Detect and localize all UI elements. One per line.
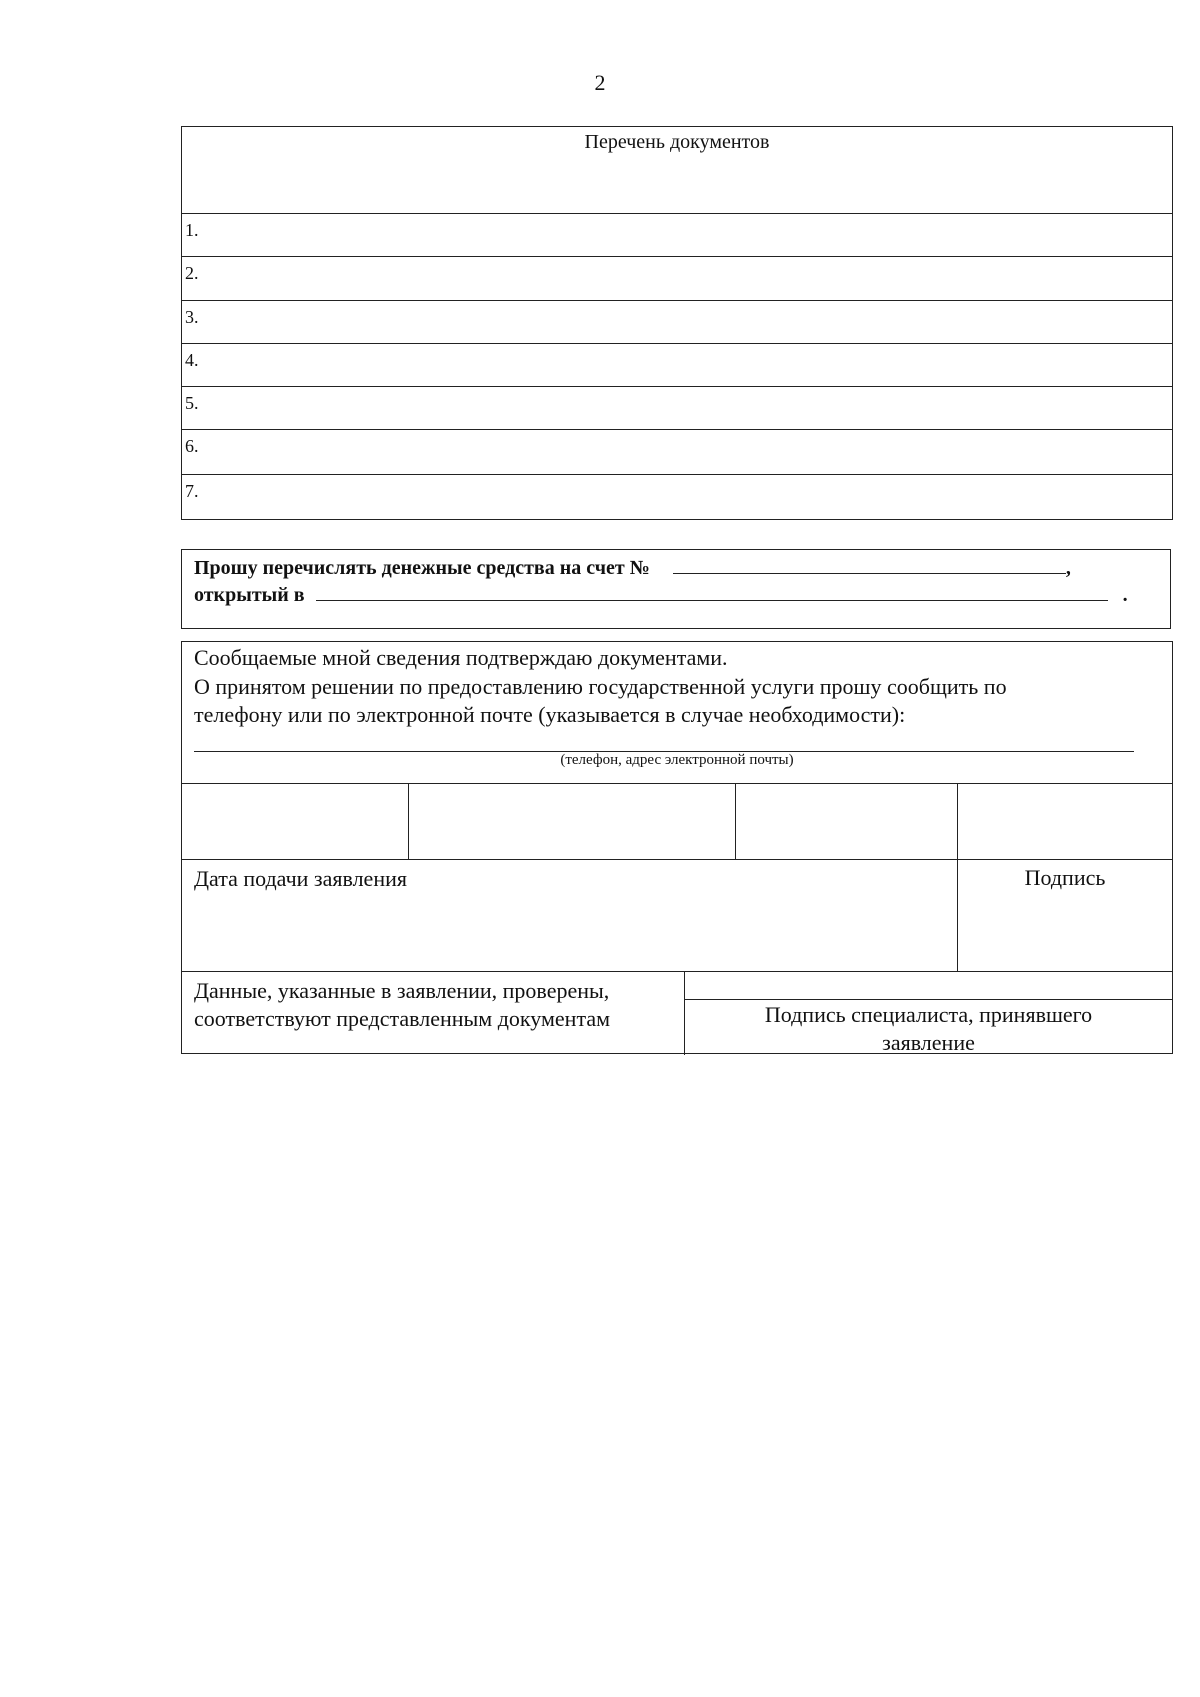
confirmation-line: телефону или по электронной почте (указывается в случае необходимости): bbox=[194, 702, 906, 727]
verification-line: Данные, указанные в заявлении, проверены, bbox=[194, 978, 610, 1003]
blank-cell[interactable] bbox=[182, 784, 408, 859]
document-row[interactable] bbox=[182, 301, 1172, 344]
transfer-account-label: Прошу перечислять денежные средства на счет № bbox=[194, 557, 650, 579]
document-row-number: 2. bbox=[185, 263, 199, 283]
documents-table-header: Перечень документов bbox=[182, 127, 1172, 214]
account-number-field[interactable] bbox=[673, 555, 1066, 574]
transfer-bank-label: открытый в bbox=[194, 584, 305, 606]
specialist-signature-field[interactable] bbox=[685, 972, 1172, 999]
document-row-number: 4. bbox=[185, 350, 199, 370]
document-row[interactable] bbox=[182, 257, 1172, 301]
document-row-number: 1. bbox=[185, 220, 199, 240]
document-row-number: 5. bbox=[185, 393, 199, 413]
transfer-period: . bbox=[1122, 584, 1128, 606]
document-row-number: 6. bbox=[185, 436, 199, 456]
specialist-line: заявление bbox=[882, 1030, 975, 1055]
divider bbox=[182, 859, 1172, 860]
document-row-number: 7. bbox=[185, 481, 199, 501]
transfer-line-bank bbox=[194, 582, 1128, 607]
confirmation-text bbox=[194, 644, 1154, 730]
verification-line: соответствуют представленным документам bbox=[194, 1006, 611, 1031]
divider bbox=[684, 999, 1172, 1000]
specialist-line: Подпись специалиста, принявшего bbox=[764, 1002, 1093, 1027]
document-row[interactable] bbox=[182, 387, 1172, 430]
verification-text bbox=[194, 977, 684, 1033]
document-row-number: 3. bbox=[185, 307, 199, 327]
signature-label: Подпись bbox=[1024, 865, 1106, 890]
transfer-line-account bbox=[194, 555, 1071, 580]
documents-table bbox=[181, 126, 1173, 520]
document-row[interactable] bbox=[182, 344, 1172, 387]
confirmation-block bbox=[181, 641, 1173, 1054]
contact-caption: (телефон, адрес электронной почты) bbox=[560, 752, 794, 768]
specialist-signature-label bbox=[685, 1001, 1172, 1057]
confirmation-line: Сообщаемые мной сведения подтверждаю документами. bbox=[194, 645, 728, 670]
page-number: 2 bbox=[594, 70, 606, 95]
blank-cell[interactable] bbox=[736, 784, 957, 859]
confirmation-line: О принятом решении по предоставлению государственной услуги прошу сообщить по bbox=[194, 673, 1007, 699]
blank-cell[interactable] bbox=[958, 784, 1172, 859]
transfer-comma: , bbox=[1065, 557, 1071, 579]
document-row[interactable] bbox=[182, 475, 1172, 519]
bank-name-field[interactable] bbox=[316, 582, 1108, 601]
bank-transfer-box bbox=[181, 549, 1171, 629]
document-row[interactable] bbox=[182, 214, 1172, 257]
blank-cell[interactable] bbox=[409, 784, 735, 859]
document-row[interactable] bbox=[182, 430, 1172, 475]
submission-date-label: Дата подачи заявления bbox=[194, 866, 407, 891]
